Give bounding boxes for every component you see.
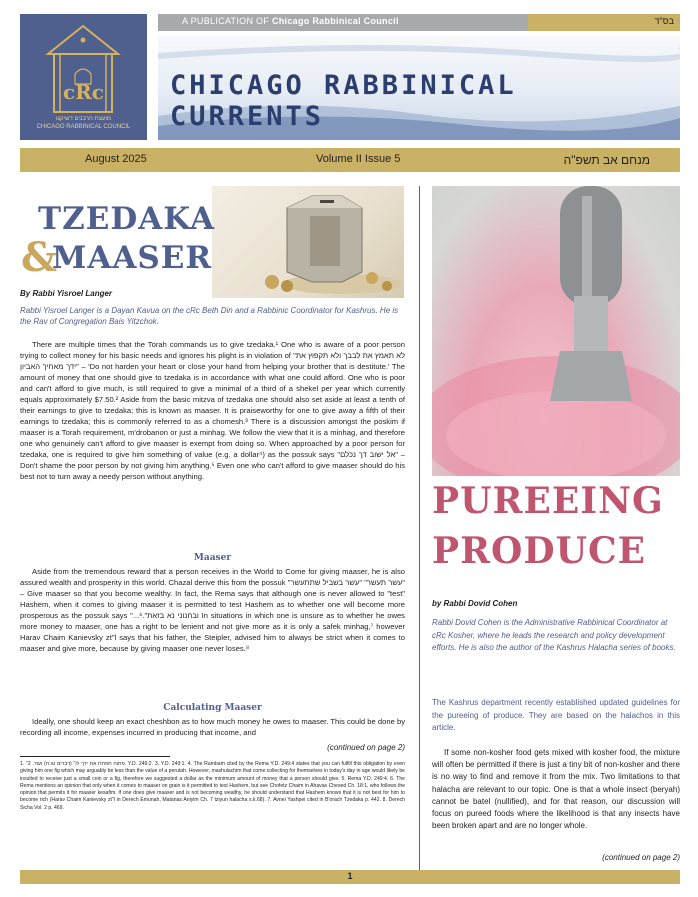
article2-para1: If some non-kosher food gets mixed with kosher food, the mixture will often be permitted if there is just a tiny bit of non-kosher and there is no way to find and remove it from the mix. Two limitations to that halacha are relevant to our topic. One is that a whole insect (beryah) cannot be batel (nullified), and for that reason, our discussion will focus on pureed foods where the likelihood is that any insects have been broken apart and are no longer whole.: [432, 748, 680, 831]
issue-bar: [20, 148, 680, 172]
tzedaka-box-photo: [212, 186, 404, 298]
article1-heading-maaser: Maaser: [193, 553, 232, 563]
footnote-rule: [20, 756, 170, 757]
crc-logo: [20, 14, 147, 140]
article2-continued: (continued on page 2): [602, 853, 680, 862]
article2-summary: The Kashrus department recently established updated guidelines for the pureeing of produce. They are based on the halachos in this article.: [432, 698, 680, 732]
logo-english: CHICAGO RABBINICAL COUNCIL: [36, 124, 131, 130]
article2-author-bio: Rabbi Dovid Cohen is the Administrative Rabbinical Coordinator at cRc Kosher, where he leads the research and policy development efforts. He is also the author of the Kashrus Halacha series of books.: [432, 618, 676, 652]
article1-footnotes: 1. "פתוח תפתח את ידך לו" (דברים טו:ח) ועוד. 2. Y.D. 249:2. 3. Y.D. 249:1. 4. The Rambam cited by the Rema Y.D. 249:4 states that you can fulfill this obligation by even giving him one fig which may arguably be less than the value of a perutah. However, mashulachim that come collecting for themselves in today's day in age would likely be insulted to receive just a small coin or a fig, therefore we suggested a dollar as the minimum amount of money that a person should give. 5. Rema Y.D. 249:4. 6. The Rema mentions an opinion that only when it comes to maaser on grain is it permitted to test Hashem, but see Chofetz Chaim in Ahavas Chesed Ch. 18:1, who follows the opinion that permits it for maaser kesafim. If one does give maaser and is not becoming wealthy, he should understand that Hashem knows that it is not best for him to become rich (Harav Chaim Kanievsky zt"l in Derech Emunah, Matanas Aniyim Ch. 7 tziyun halacha s.k.68). 7. Avnei Yashpei cited in B'orach Tzedaka p. 442. 8. Derech Sicha Vol. 2 p. 469.: [20, 761, 405, 811]
bsd-text: בס"ד: [654, 16, 674, 26]
article2-body: [432, 747, 680, 832]
masthead-banner: [158, 36, 680, 140]
logo-hebrew: מועצת הרבנים דשיקגו: [55, 116, 112, 122]
article2-byline: by Rabbi Dovid Cohen: [432, 599, 518, 608]
publication-org: Chicago Rabbinical Council: [271, 16, 399, 26]
issue-date: August 2025: [85, 153, 147, 165]
article1-author-bio: Rabbi Yisroel Langer is a Dayan Kavua on the cRc Beth Din and a Rabbinic Coordinator for Kashrus. He is the Rav of Congregation Bais Yitzchok.: [20, 306, 399, 326]
logo-text: cRc: [63, 80, 104, 104]
article1-heading-calculating: Calculating Maaser: [163, 703, 262, 713]
article2-title-line2: PRODUCE: [432, 530, 647, 572]
article1-body-3: [20, 716, 405, 738]
blender-photo: [432, 186, 680, 476]
page-number: 1: [347, 871, 353, 881]
article1-para3: Ideally, one should keep an exact cheshbon as to how much money he owes to maaser. This could be done by recording all income, expenses incurred in producing that income, and: [20, 717, 405, 737]
article1-title-line1: TZEDAKA: [38, 201, 216, 237]
hebrew-date: מנחם אב תשפ"ה: [563, 153, 650, 167]
page-footer: [20, 870, 680, 884]
bsd-box: [528, 14, 680, 31]
article1-title-line2: MAASER: [52, 240, 213, 276]
issue-volume: Volume II Issue 5: [316, 153, 401, 165]
article1-title-amp: &: [21, 234, 58, 281]
tzedaka-box-illustration: [212, 186, 404, 298]
article1-para2: Aside from the tremendous reward that a person receives in the World to Come for giving maaser, he is also assured wealth and prosperity in this world. Chazal derive this from the possuk "עשר תעשר" "עשר בשביל שתתעשר" – Give maaser so that you become wealthy. In fact, the Rema says that although one is never allowed to "test" Hashem, when it comes to giving maaser it is permitted to test Hashem as to whether one will become more prosperous as the possuk says "...ובחנוני נא בזאת".⁶ In situations in which one is unsure as to whether he owes more money to maaser, one has a right to be lenient and not give more as it is only a safek minhag,⁷ however Harav Chaim Kanievsky zt"l says that his father, the Steipler, advised him to always be strict when it comes to maaser and give more, because by giving maaser one never loses.⁸: [20, 567, 405, 653]
article1-body-1: [20, 339, 405, 482]
article1-continued: (continued on page 2): [327, 743, 405, 752]
article1-para1: There are multiple times that the Torah commands us to give tzedaka.¹ One who is aware of a poor person trying to collect money for his basic needs and ignores his plight is in violation of "לא תאמץ את לבבך ולא תקפוץ את ידך מאחיך האביון" – 'Do not harden your heart or close your hand from helping your brother that is destitute.' The amount of money that one should give to tzedaka is in accordance with what one could afford. One who is poor and can't afford to give much, is still required to give a minimal of a third of a shekel per year which currently equals approximately $7.50.² Aside from the basic mitzva of tzedaka one should also set aside at least a tenth of their earnings to give to tzedaka; this is known as maaser. It is praiseworthy for one to give away a fifth of their earnings to tzedaka; this is commonly referred to as a chomesh.³ There is a discussion amongst the poskim if maaser is a Torah requirement, m'drobanon or just a minhag. We follow the view that it is a minhag, and therefore one who genuinely can't afford to give maaser is exempt from doing so. When approached by a poor person for tzedaka, one is required to give him something of value (e.g. a dollar⁴) as the possuk says "אל ישוב דך נכלם" – Don't shame the poor person by not giving him anything.⁵ Even one who can't afford to give maaser should do his best not to turn away a needy person without anything.: [20, 340, 405, 481]
article2-title-line1: PUREEING: [432, 480, 664, 522]
immersion-blender-illustration: [432, 186, 680, 476]
column-divider: [419, 186, 420, 881]
article1-byline: By Rabbi Yisroel Langer: [20, 289, 113, 298]
publication-prefix: A PUBLICATION OF: [182, 16, 272, 26]
masthead-title: CHICAGO RABBINICAL CURRENTS: [170, 70, 517, 132]
article1-body-2: [20, 566, 405, 654]
